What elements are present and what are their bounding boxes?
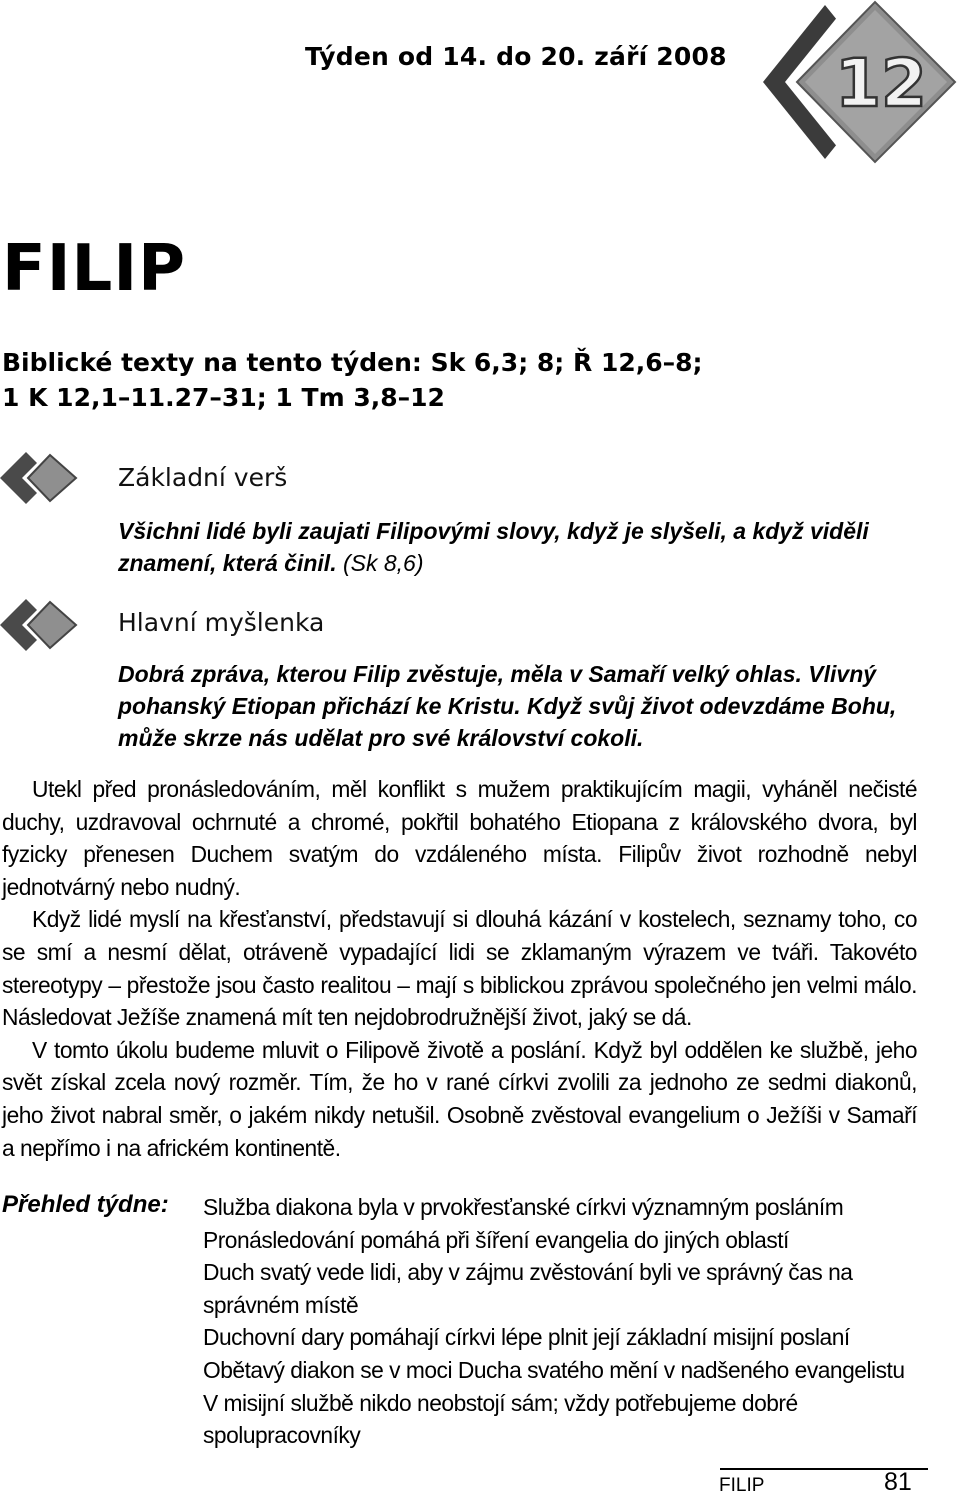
week-header: Týden od 14. do 20. září 2008 xyxy=(305,42,727,71)
intro-paragraph-3: V tomto úkolu budeme mluvit o Filipově životě a poslání. Když byl oddělen ke službě, jeho svět získal zcela nový rozměr. Tím, že ho v rané církvi zvolili za jednoho ze sedmi diakonů, jeho život nabral směr, o jakém nikdy netušil. Osobně zvěstoval evangelium o Ježíši v Samaří a nepřímo i na africkém kontinentě. xyxy=(2,1036,917,1161)
overview-item: Duch svatý vede lidi, aby v zájmu zvěstování byli ve správný čas na správném místě xyxy=(203,1259,853,1318)
main-thought-chevron-icon xyxy=(0,594,80,656)
key-verse-text xyxy=(118,515,918,579)
overview-item: Pronásledování pomáhá při šíření evangelia do jiných oblastí xyxy=(203,1226,789,1253)
lesson-number-badge xyxy=(755,0,960,165)
intro-text xyxy=(2,773,917,1164)
main-thought-text: Dobrá zpráva, kterou Filip zvěstuje, měla v Samaří velký ohlas. Vlivný pohanský Etiopan přichází ke Kristu. Když svůj život odevzdáme Bohu, může skrze nás udělat pro své království cokoli. xyxy=(118,661,897,751)
key-verse-chevron-icon xyxy=(0,447,80,509)
bible-texts-line-1: Biblické texty na tento týden: Sk 6,3; 8; Ř 12,6–8; xyxy=(2,348,703,377)
bible-texts xyxy=(2,345,902,415)
key-verse-label: Základní verš xyxy=(118,463,288,492)
overview-item: Duchovní dary pomáhají církvi lépe plnit její základní misijní poslaní xyxy=(203,1324,850,1351)
overview-item: Služba diakona byla v prvokřesťanské církvi významným posláním xyxy=(203,1194,844,1220)
bible-texts-line-2: 1 K 12,1–11.27–31; 1 Tm 3,8–12 xyxy=(2,383,445,412)
page-number: 81 xyxy=(884,1468,912,1496)
main-thought-label: Hlavní myšlenka xyxy=(118,608,325,637)
lesson-title: FILIP xyxy=(2,232,187,306)
overview-list xyxy=(203,1191,918,1452)
overview-item: Obětavý diakon se v moci Ducha svatého mění v nadšeného evangelistu xyxy=(203,1356,905,1383)
lesson-number: 12 xyxy=(835,45,927,122)
intro-paragraph-1: Utekl před pronásledováním, měl konflikt s mužem praktikujícím magii, vyháněl nečisté duchy, uzdravoval ochrnuté a chromé, pokřtil bohatého Etiopana z královského dvora, byl fyzicky přenesen Duchem svatým do vzdáleného místa. Filipův život rozhodně nebyl jednotvárný nebo nudný. xyxy=(2,776,917,900)
key-verse-reference: (Sk 8,6) xyxy=(342,550,424,576)
overview-item: V misijní službě nikdo neobstojí sám; vždy potřebujeme dobré spolupracovníky xyxy=(203,1389,798,1449)
footer-lesson-name: FILIP xyxy=(719,1475,765,1496)
overview-label: Přehled týdne: xyxy=(2,1191,169,1218)
lesson-badge-graphic xyxy=(755,0,960,165)
intro-paragraph-2: Když lidé myslí na křesťanství, představují si dlouhá kázání v kostelech, seznamy toho, co se smí a nesmí dělat, otráveně vypadající lidi se zklamaným výrazem ve tváři. Takovéto stereotypy – přestože jsou často realitou – mají s biblickou zprávou společného jen velmi málo. Následovat Ježíše znamená mít ten nejdobrodružnější život, jaký se dá. xyxy=(2,906,917,1031)
key-verse-quote: Všichni lidé byli zaujati Filipovými slovy, když je slyšeli, a když viděli znamení, která činil. xyxy=(118,518,869,576)
